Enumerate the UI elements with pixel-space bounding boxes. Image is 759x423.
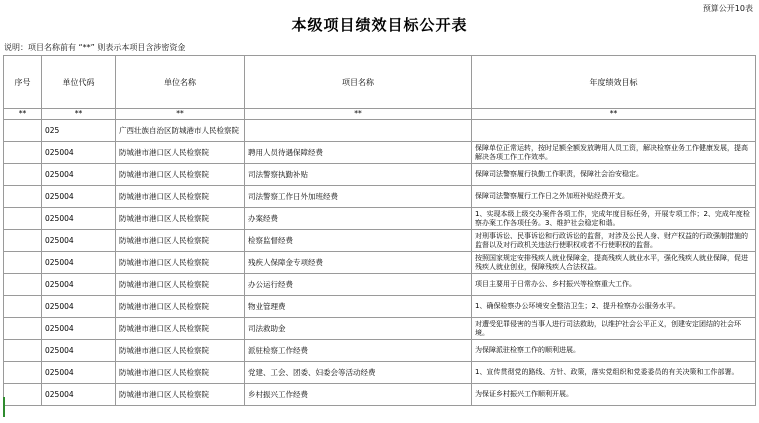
col-header-project-name: 项目名称 (245, 56, 472, 109)
row-unit-name-cell: 防城港市港口区人民检察院 (116, 318, 245, 340)
table-row (4, 186, 756, 208)
row-project-name-cell: 聘用人员待遇保障经费 (245, 142, 472, 164)
table-row (4, 340, 756, 362)
marker-cell: ** (42, 109, 116, 120)
row-unit-code-cell: 025004 (42, 164, 116, 186)
row-annual-goal-cell: 为保障派驻检察工作的顺利进展。 (472, 340, 756, 362)
row-unit-name-cell: 防城港市港口区人民检察院 (116, 274, 245, 296)
cell-selection-marker (3, 397, 5, 417)
page-title: 本级项目绩效目标公开表 (291, 16, 468, 34)
row-project-name-cell: 派驻检察工作经费 (245, 340, 472, 362)
row-project-name-cell (245, 120, 472, 142)
row-unit-code-cell: 025004 (42, 296, 116, 318)
table-row (4, 142, 756, 164)
row-project-name-cell: 物业管理费 (245, 296, 472, 318)
row-annual-goal-cell: 为保证乡村振兴工作顺利开展。 (472, 384, 756, 406)
row-seq-cell (4, 362, 42, 384)
row-annual-goal-cell: 对遭受犯罪侵害的当事人进行司法救助，以维护社会公平正义，创建安定团结的社会环境。 (472, 318, 756, 340)
row-project-name-cell: 检察监督经费 (245, 230, 472, 252)
row-annual-goal-cell: 1、实现本级上级交办案件各项工作，完成年度目标任务，开展专项工作；2、完成年度检察办案工作各项任务。3、维护社会稳定和谐。 (472, 208, 756, 230)
row-annual-goal-cell: 1、确保检察办公环境安全整洁卫生；2、提升检察办公服务水平。 (472, 296, 756, 318)
row-project-name-cell: 司法救助金 (245, 318, 472, 340)
row-unit-code-cell: 025004 (42, 230, 116, 252)
table-note: 说明：项目名称前有 “**” 则表示本项目含涉密资金 (4, 43, 186, 52)
row-unit-code-cell: 025004 (42, 252, 116, 274)
row-annual-goal-cell: 项目主要用于日常办公、乡村振兴等检察重大工作。 (472, 274, 756, 296)
table-row (4, 384, 756, 406)
row-unit-name-cell: 防城港市港口区人民检察院 (116, 340, 245, 362)
row-annual-goal-cell (472, 120, 756, 142)
row-seq-cell (4, 296, 42, 318)
row-project-name-cell: 办案经费 (245, 208, 472, 230)
col-header-unit-name: 单位名称 (116, 56, 245, 109)
row-project-name-cell: 乡村振兴工作经费 (245, 384, 472, 406)
row-unit-name-cell: 防城港市港口区人民检察院 (116, 252, 245, 274)
row-unit-code-cell: 025004 (42, 142, 116, 164)
row-unit-code-cell: 025004 (42, 274, 116, 296)
row-annual-goal-cell: 保障司法警察履行执勤工作职责，保障社会治安稳定。 (472, 164, 756, 186)
row-project-name-cell: 残疾人保障金专项经费 (245, 252, 472, 274)
row-unit-code-cell: 025004 (42, 186, 116, 208)
table-row (4, 252, 756, 274)
col-header-unit-code: 单位代码 (42, 56, 116, 109)
row-annual-goal-cell: 对刑事诉讼、民事诉讼和行政诉讼的监督，对涉及公民人身、财产权益的行政强制措施的监督以及对行政机关违法行使职权或者不行使职权的监督。 (472, 230, 756, 252)
table-row (4, 274, 756, 296)
row-annual-goal-cell: 保障司法警察履行工作日之外加班补贴经费开支。 (472, 186, 756, 208)
row-unit-name-cell: 防城港市港口区人民检察院 (116, 186, 245, 208)
row-seq-cell (4, 164, 42, 186)
row-seq-cell (4, 186, 42, 208)
row-seq-cell (4, 340, 42, 362)
row-annual-goal-cell: 按照国家规定安排残疾人就业保障金，提高残疾人就业水平，强化残疾人就业保障，促进残疾人就业创业，保障残疾人合法权益。 (472, 252, 756, 274)
row-unit-code-cell: 025 (42, 120, 116, 142)
table-row (4, 296, 756, 318)
performance-goals-table (3, 55, 756, 406)
row-seq-cell (4, 142, 42, 164)
row-unit-name-cell: 防城港市港口区人民检察院 (116, 208, 245, 230)
col-header-annual-goal: 年度绩效目标 (472, 56, 756, 109)
row-unit-name-cell: 防城港市港口区人民检察院 (116, 142, 245, 164)
header-row (4, 56, 756, 109)
row-unit-name-cell: 防城港市港口区人民检察院 (116, 362, 245, 384)
row-project-name-cell: 司法警察工作日外加班经费 (245, 186, 472, 208)
table-row (4, 164, 756, 186)
row-seq-cell (4, 120, 42, 142)
row-unit-name-cell: 防城港市港口区人民检察院 (116, 230, 245, 252)
table-row (4, 120, 756, 142)
row-seq-cell (4, 230, 42, 252)
row-project-name-cell: 党建、工会、团委、妇委会等活动经费 (245, 362, 472, 384)
row-project-name-cell: 办公运行经费 (245, 274, 472, 296)
marker-cell: ** (245, 109, 472, 120)
budget-table-label: 预算公开10表 (702, 4, 753, 13)
table-row (4, 230, 756, 252)
row-unit-name-cell: 防城港市港口区人民检察院 (116, 164, 245, 186)
table-row (4, 318, 756, 340)
marker-row (4, 109, 756, 120)
col-header-seq: 序号 (4, 56, 42, 109)
row-annual-goal-cell: 1、宣传贯彻党的路线、方针、政策，落实党组织和党委委员的有关决策和工作部署。 (472, 362, 756, 384)
marker-cell: ** (472, 109, 756, 120)
row-unit-code-cell: 025004 (42, 340, 116, 362)
row-unit-code-cell: 025004 (42, 318, 116, 340)
marker-cell: ** (116, 109, 245, 120)
table-row (4, 362, 756, 384)
row-seq-cell (4, 208, 42, 230)
row-unit-code-cell: 025004 (42, 384, 116, 406)
row-seq-cell (4, 318, 42, 340)
row-unit-code-cell: 025004 (42, 208, 116, 230)
row-seq-cell (4, 252, 42, 274)
row-unit-code-cell: 025004 (42, 362, 116, 384)
row-unit-name-cell: 广西壮族自治区防城港市人民检察院 (116, 120, 245, 142)
row-unit-name-cell: 防城港市港口区人民检察院 (116, 384, 245, 406)
marker-cell: ** (4, 109, 42, 120)
row-seq-cell (4, 384, 42, 406)
row-seq-cell (4, 274, 42, 296)
row-project-name-cell: 司法警察执勤补贴 (245, 164, 472, 186)
table-row (4, 208, 756, 230)
row-annual-goal-cell: 保障单位正常运转，按时足额全额发放聘用人员工资，解决检察业务工作健康发展，提高解决各项工作工作效率。 (472, 142, 756, 164)
row-unit-name-cell: 防城港市港口区人民检察院 (116, 296, 245, 318)
